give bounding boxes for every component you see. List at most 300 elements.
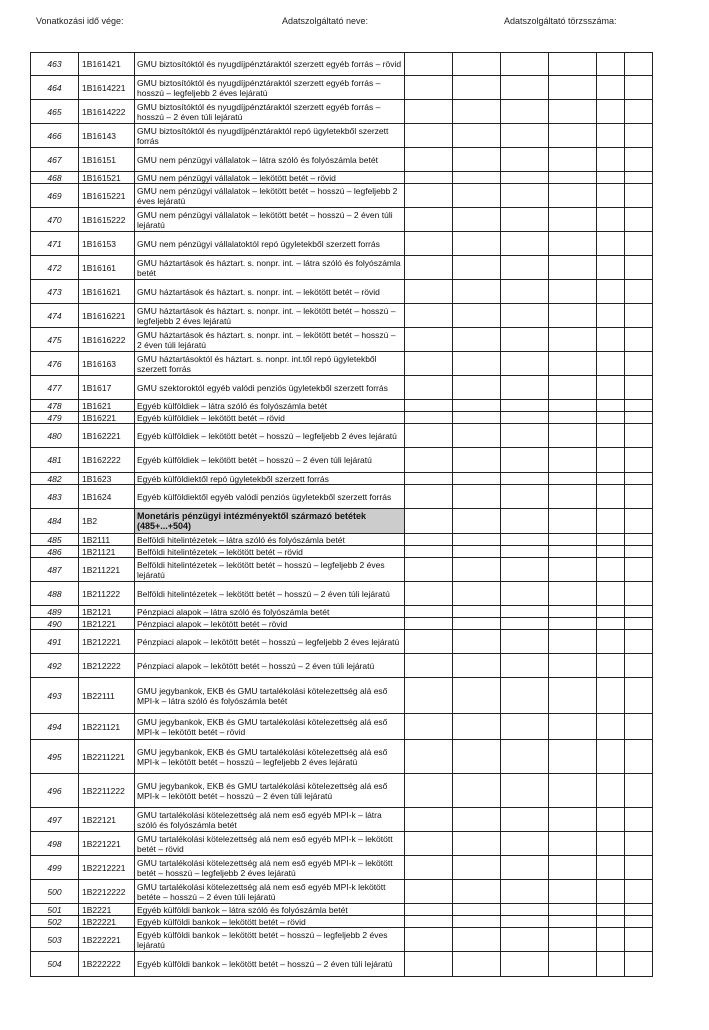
value-cell[interactable] <box>453 832 501 856</box>
value-cell[interactable] <box>501 654 549 678</box>
value-cell[interactable] <box>549 774 597 808</box>
value-cell[interactable] <box>597 400 625 412</box>
row-description: GMU nem pénzügyi vállalatok – lekötött betét – hosszú – 2 éven túli lejáratú <box>135 208 405 232</box>
value-cell[interactable] <box>549 952 597 977</box>
value-cell[interactable] <box>625 148 653 172</box>
value-cell[interactable] <box>453 546 501 558</box>
table-row <box>31 76 653 100</box>
value-cell[interactable] <box>625 208 653 232</box>
row-code: 1B16151 <box>79 148 135 172</box>
value-cell[interactable] <box>597 534 625 546</box>
value-cell[interactable] <box>501 618 549 630</box>
value-cell[interactable] <box>625 304 653 328</box>
value-cell[interactable] <box>501 304 549 328</box>
value-cell[interactable] <box>453 582 501 606</box>
value-cell[interactable] <box>405 280 453 304</box>
value-cell[interactable] <box>625 678 653 714</box>
row-description: Pénzpiaci alapok – lekötött betét – hosszú – 2 éven túli lejáratú <box>135 654 405 678</box>
value-cell[interactable] <box>549 534 597 546</box>
value-cell[interactable] <box>549 148 597 172</box>
table-row <box>31 184 653 208</box>
value-cell[interactable] <box>405 53 453 76</box>
value-cell[interactable] <box>405 352 453 376</box>
value-cell[interactable] <box>405 256 453 280</box>
value-cell[interactable] <box>597 352 625 376</box>
value-cell[interactable] <box>501 485 549 509</box>
row-code: 1B161521 <box>79 172 135 184</box>
value-cell[interactable] <box>453 952 501 977</box>
value-cell[interactable] <box>405 928 453 952</box>
value-cell[interactable] <box>405 582 453 606</box>
value-cell[interactable] <box>625 904 653 916</box>
value-cell[interactable] <box>597 678 625 714</box>
row-code: 1B161621 <box>79 280 135 304</box>
value-cell[interactable] <box>549 473 597 485</box>
value-cell[interactable] <box>501 546 549 558</box>
row-number: 477 <box>31 376 79 400</box>
value-cell[interactable] <box>625 832 653 856</box>
value-cell[interactable] <box>625 546 653 558</box>
value-cell[interactable] <box>453 558 501 582</box>
value-cell[interactable] <box>549 424 597 448</box>
value-cell[interactable] <box>597 376 625 400</box>
value-cell[interactable] <box>501 808 549 832</box>
value-cell[interactable] <box>405 304 453 328</box>
value-cell[interactable] <box>597 448 625 473</box>
value-cell[interactable] <box>625 424 653 448</box>
table-row <box>31 352 653 376</box>
value-cell[interactable] <box>453 928 501 952</box>
value-cell[interactable] <box>501 904 549 916</box>
value-cell[interactable] <box>625 412 653 424</box>
value-cell[interactable] <box>597 774 625 808</box>
value-cell[interactable] <box>549 280 597 304</box>
value-cell[interactable] <box>453 630 501 654</box>
value-cell[interactable] <box>453 328 501 352</box>
value-cell[interactable] <box>501 124 549 148</box>
row-description: GMU háztartások és háztart. s. nonpr. int. – lekötött betét – hosszú – 2 éven túli lejáratú <box>135 328 405 352</box>
value-cell[interactable] <box>549 352 597 376</box>
value-cell[interactable] <box>625 448 653 473</box>
value-cell[interactable] <box>405 534 453 546</box>
value-cell[interactable] <box>405 148 453 172</box>
value-cell[interactable] <box>405 485 453 509</box>
value-cell[interactable] <box>549 558 597 582</box>
value-cell[interactable] <box>597 880 625 904</box>
value-cell[interactable] <box>501 148 549 172</box>
table-row <box>31 280 653 304</box>
table-row <box>31 678 653 714</box>
value-cell[interactable] <box>501 328 549 352</box>
value-cell[interactable] <box>597 904 625 916</box>
value-cell[interactable] <box>405 654 453 678</box>
value-cell[interactable] <box>501 232 549 256</box>
value-cell[interactable] <box>453 124 501 148</box>
value-cell[interactable] <box>405 172 453 184</box>
value-cell[interactable] <box>597 100 625 124</box>
value-cell[interactable] <box>625 740 653 774</box>
value-cell[interactable] <box>453 53 501 76</box>
value-cell[interactable] <box>597 630 625 654</box>
value-cell[interactable] <box>625 352 653 376</box>
value-cell[interactable] <box>597 928 625 952</box>
value-cell[interactable] <box>405 424 453 448</box>
value-cell[interactable] <box>501 448 549 473</box>
value-cell[interactable] <box>549 448 597 473</box>
row-number: 502 <box>31 916 79 928</box>
value-cell[interactable] <box>597 328 625 352</box>
value-cell[interactable] <box>549 654 597 678</box>
value-cell[interactable] <box>597 952 625 977</box>
value-cell[interactable] <box>453 100 501 124</box>
value-cell[interactable] <box>501 184 549 208</box>
value-cell[interactable] <box>597 424 625 448</box>
value-cell[interactable] <box>597 582 625 606</box>
value-cell[interactable] <box>549 376 597 400</box>
value-cell[interactable] <box>453 904 501 916</box>
value-cell[interactable] <box>501 473 549 485</box>
value-cell[interactable] <box>625 485 653 509</box>
value-cell[interactable] <box>625 328 653 352</box>
value-cell[interactable] <box>625 928 653 952</box>
row-code: 1B22121 <box>79 808 135 832</box>
value-cell[interactable] <box>501 412 549 424</box>
value-cell[interactable] <box>405 916 453 928</box>
value-cell[interactable] <box>625 509 653 534</box>
row-number: 473 <box>31 280 79 304</box>
value-cell[interactable] <box>597 53 625 76</box>
table-row <box>31 473 653 485</box>
row-number: 478 <box>31 400 79 412</box>
row-number: 504 <box>31 952 79 977</box>
value-cell[interactable] <box>501 76 549 100</box>
row-number: 482 <box>31 473 79 485</box>
value-cell[interactable] <box>501 256 549 280</box>
value-cell[interactable] <box>597 256 625 280</box>
value-cell[interactable] <box>453 509 501 534</box>
row-code: 1B1615222 <box>79 208 135 232</box>
value-cell[interactable] <box>405 740 453 774</box>
value-cell[interactable] <box>501 400 549 412</box>
value-cell[interactable] <box>405 328 453 352</box>
row-number: 471 <box>31 232 79 256</box>
value-cell[interactable] <box>501 280 549 304</box>
value-cell[interactable] <box>625 124 653 148</box>
value-cell[interactable] <box>453 352 501 376</box>
value-cell[interactable] <box>501 928 549 952</box>
value-cell[interactable] <box>405 376 453 400</box>
value-cell[interactable] <box>453 412 501 424</box>
value-cell[interactable] <box>453 740 501 774</box>
value-cell[interactable] <box>625 473 653 485</box>
table-row <box>31 928 653 952</box>
value-cell[interactable] <box>453 678 501 714</box>
value-cell[interactable] <box>405 448 453 473</box>
value-cell[interactable] <box>549 678 597 714</box>
value-cell[interactable] <box>405 509 453 534</box>
value-cell[interactable] <box>405 714 453 740</box>
value-cell[interactable] <box>405 774 453 808</box>
value-cell[interactable] <box>405 952 453 977</box>
value-cell[interactable] <box>405 124 453 148</box>
row-description: GMU biztosítóktól és nyugdíjpénztáraktól szerzett egyéb forrás – rövid <box>135 53 405 76</box>
value-cell[interactable] <box>405 606 453 618</box>
row-number: 484 <box>31 509 79 534</box>
value-cell[interactable] <box>597 606 625 618</box>
value-cell[interactable] <box>501 53 549 76</box>
value-cell[interactable] <box>625 172 653 184</box>
value-cell[interactable] <box>549 76 597 100</box>
value-cell[interactable] <box>597 148 625 172</box>
value-cell[interactable] <box>597 558 625 582</box>
value-cell[interactable] <box>549 880 597 904</box>
value-cell[interactable] <box>453 148 501 172</box>
value-cell[interactable] <box>405 808 453 832</box>
value-cell[interactable] <box>549 618 597 630</box>
value-cell[interactable] <box>597 485 625 509</box>
row-description: GMU biztosítóktól és nyugdíjpénztáraktól szerzett egyéb forrás – hosszú – 2 éven túli lejáratú <box>135 100 405 124</box>
value-cell[interactable] <box>405 100 453 124</box>
value-cell[interactable] <box>625 53 653 76</box>
value-cell[interactable] <box>549 208 597 232</box>
value-cell[interactable] <box>549 172 597 184</box>
value-cell[interactable] <box>453 376 501 400</box>
value-cell[interactable] <box>453 232 501 256</box>
value-cell[interactable] <box>405 208 453 232</box>
value-cell[interactable] <box>549 328 597 352</box>
value-cell[interactable] <box>549 904 597 916</box>
row-description: GMU nem pénzügyi vállalatoktól repó ügyletekből szerzett forrás <box>135 232 405 256</box>
value-cell[interactable] <box>453 280 501 304</box>
value-cell[interactable] <box>549 232 597 256</box>
value-cell[interactable] <box>549 53 597 76</box>
value-cell[interactable] <box>625 618 653 630</box>
value-cell[interactable] <box>597 832 625 856</box>
value-cell[interactable] <box>549 485 597 509</box>
value-cell[interactable] <box>597 546 625 558</box>
value-cell[interactable] <box>597 172 625 184</box>
value-cell[interactable] <box>453 172 501 184</box>
value-cell[interactable] <box>501 424 549 448</box>
table-row <box>31 304 653 328</box>
value-cell[interactable] <box>405 678 453 714</box>
value-cell[interactable] <box>625 184 653 208</box>
value-cell[interactable] <box>625 376 653 400</box>
value-cell[interactable] <box>453 880 501 904</box>
value-cell[interactable] <box>625 606 653 618</box>
value-cell[interactable] <box>549 582 597 606</box>
value-cell[interactable] <box>501 952 549 977</box>
value-cell[interactable] <box>597 412 625 424</box>
value-cell[interactable] <box>625 232 653 256</box>
value-cell[interactable] <box>501 714 549 740</box>
value-cell[interactable] <box>597 856 625 880</box>
value-cell[interactable] <box>549 100 597 124</box>
value-cell[interactable] <box>501 740 549 774</box>
value-cell[interactable] <box>501 509 549 534</box>
value-cell[interactable] <box>501 774 549 808</box>
value-cell[interactable] <box>625 808 653 832</box>
value-cell[interactable] <box>625 952 653 977</box>
value-cell[interactable] <box>501 880 549 904</box>
value-cell[interactable] <box>549 630 597 654</box>
value-cell[interactable] <box>405 546 453 558</box>
value-cell[interactable] <box>453 448 501 473</box>
value-cell[interactable] <box>501 606 549 618</box>
value-cell[interactable] <box>549 808 597 832</box>
value-cell[interactable] <box>453 304 501 328</box>
value-cell[interactable] <box>501 558 549 582</box>
value-cell[interactable] <box>597 280 625 304</box>
value-cell[interactable] <box>625 76 653 100</box>
row-code: 1B2212222 <box>79 880 135 904</box>
value-cell[interactable] <box>549 412 597 424</box>
value-cell[interactable] <box>501 582 549 606</box>
value-cell[interactable] <box>453 184 501 208</box>
row-description: Pénzpiaci alapok – látra szóló és folyószámla betét <box>135 606 405 618</box>
row-number: 488 <box>31 582 79 606</box>
value-cell[interactable] <box>405 232 453 256</box>
value-cell[interactable] <box>549 928 597 952</box>
row-number: 498 <box>31 832 79 856</box>
value-cell[interactable] <box>597 654 625 678</box>
row-number: 479 <box>31 412 79 424</box>
value-cell[interactable] <box>549 832 597 856</box>
table-row <box>31 400 653 412</box>
row-number: 468 <box>31 172 79 184</box>
value-cell[interactable] <box>625 558 653 582</box>
value-cell[interactable] <box>625 582 653 606</box>
value-cell[interactable] <box>453 714 501 740</box>
value-cell[interactable] <box>625 100 653 124</box>
value-cell[interactable] <box>501 856 549 880</box>
value-cell[interactable] <box>501 630 549 654</box>
value-cell[interactable] <box>625 534 653 546</box>
value-cell[interactable] <box>453 774 501 808</box>
table-row <box>31 232 653 256</box>
table-row <box>31 328 653 352</box>
value-cell[interactable] <box>597 808 625 832</box>
value-cell[interactable] <box>501 208 549 232</box>
value-cell[interactable] <box>405 558 453 582</box>
value-cell[interactable] <box>625 916 653 928</box>
row-description: GMU jegybankok, EKB és GMU tartalékolási kötelezettség alá eső MPI-k – lekötött betét – hosszú – legfeljebb 2 éves lejáratú <box>135 740 405 774</box>
row-code: 1B16163 <box>79 352 135 376</box>
value-cell[interactable] <box>405 880 453 904</box>
value-cell[interactable] <box>453 916 501 928</box>
value-cell[interactable] <box>625 774 653 808</box>
value-cell[interactable] <box>625 856 653 880</box>
value-cell[interactable] <box>549 740 597 774</box>
value-cell[interactable] <box>405 630 453 654</box>
value-cell[interactable] <box>597 232 625 256</box>
value-cell[interactable] <box>549 546 597 558</box>
value-cell[interactable] <box>501 100 549 124</box>
value-cell[interactable] <box>597 916 625 928</box>
value-cell[interactable] <box>453 424 501 448</box>
value-cell[interactable] <box>549 916 597 928</box>
value-cell[interactable] <box>625 280 653 304</box>
row-number: 467 <box>31 148 79 172</box>
value-cell[interactable] <box>597 304 625 328</box>
value-cell[interactable] <box>453 808 501 832</box>
value-cell[interactable] <box>549 714 597 740</box>
page-header <box>0 16 709 30</box>
value-cell[interactable] <box>597 509 625 534</box>
table-row <box>31 172 653 184</box>
value-cell[interactable] <box>405 473 453 485</box>
row-code: 1B2211222 <box>79 774 135 808</box>
value-cell[interactable] <box>453 534 501 546</box>
value-cell[interactable] <box>597 208 625 232</box>
value-cell[interactable] <box>597 618 625 630</box>
value-cell[interactable] <box>501 534 549 546</box>
value-cell[interactable] <box>405 184 453 208</box>
value-cell[interactable] <box>549 400 597 412</box>
row-code: 1B161421 <box>79 53 135 76</box>
value-cell[interactable] <box>625 880 653 904</box>
value-cell[interactable] <box>405 400 453 412</box>
value-cell[interactable] <box>597 184 625 208</box>
value-cell[interactable] <box>549 856 597 880</box>
value-cell[interactable] <box>597 740 625 774</box>
row-number: 465 <box>31 100 79 124</box>
value-cell[interactable] <box>597 473 625 485</box>
value-cell[interactable] <box>625 714 653 740</box>
value-cell[interactable] <box>597 124 625 148</box>
value-cell[interactable] <box>501 376 549 400</box>
value-cell[interactable] <box>453 606 501 618</box>
value-cell[interactable] <box>453 856 501 880</box>
value-cell[interactable] <box>597 714 625 740</box>
row-code: 1B1617 <box>79 376 135 400</box>
value-cell[interactable] <box>501 832 549 856</box>
value-cell[interactable] <box>405 832 453 856</box>
value-cell[interactable] <box>453 400 501 412</box>
row-number: 485 <box>31 534 79 546</box>
value-cell[interactable] <box>501 678 549 714</box>
value-cell[interactable] <box>625 630 653 654</box>
value-cell[interactable] <box>453 618 501 630</box>
value-cell[interactable] <box>625 400 653 412</box>
value-cell[interactable] <box>405 618 453 630</box>
value-cell[interactable] <box>501 916 549 928</box>
value-cell[interactable] <box>453 208 501 232</box>
value-cell[interactable] <box>597 76 625 100</box>
value-cell[interactable] <box>405 76 453 100</box>
value-cell[interactable] <box>453 654 501 678</box>
value-cell[interactable] <box>549 124 597 148</box>
value-cell[interactable] <box>625 256 653 280</box>
value-cell[interactable] <box>549 606 597 618</box>
value-cell[interactable] <box>549 509 597 534</box>
value-cell[interactable] <box>549 184 597 208</box>
value-cell[interactable] <box>549 304 597 328</box>
value-cell[interactable] <box>453 256 501 280</box>
value-cell[interactable] <box>625 654 653 678</box>
value-cell[interactable] <box>405 412 453 424</box>
value-cell[interactable] <box>405 904 453 916</box>
value-cell[interactable] <box>453 485 501 509</box>
row-description: GMU háztartások és háztart. s. nonpr. int. – látra szóló és folyószámla betét <box>135 256 405 280</box>
value-cell[interactable] <box>549 256 597 280</box>
value-cell[interactable] <box>405 856 453 880</box>
value-cell[interactable] <box>453 473 501 485</box>
value-cell[interactable] <box>453 76 501 100</box>
row-number: 490 <box>31 618 79 630</box>
value-cell[interactable] <box>501 352 549 376</box>
value-cell[interactable] <box>501 172 549 184</box>
